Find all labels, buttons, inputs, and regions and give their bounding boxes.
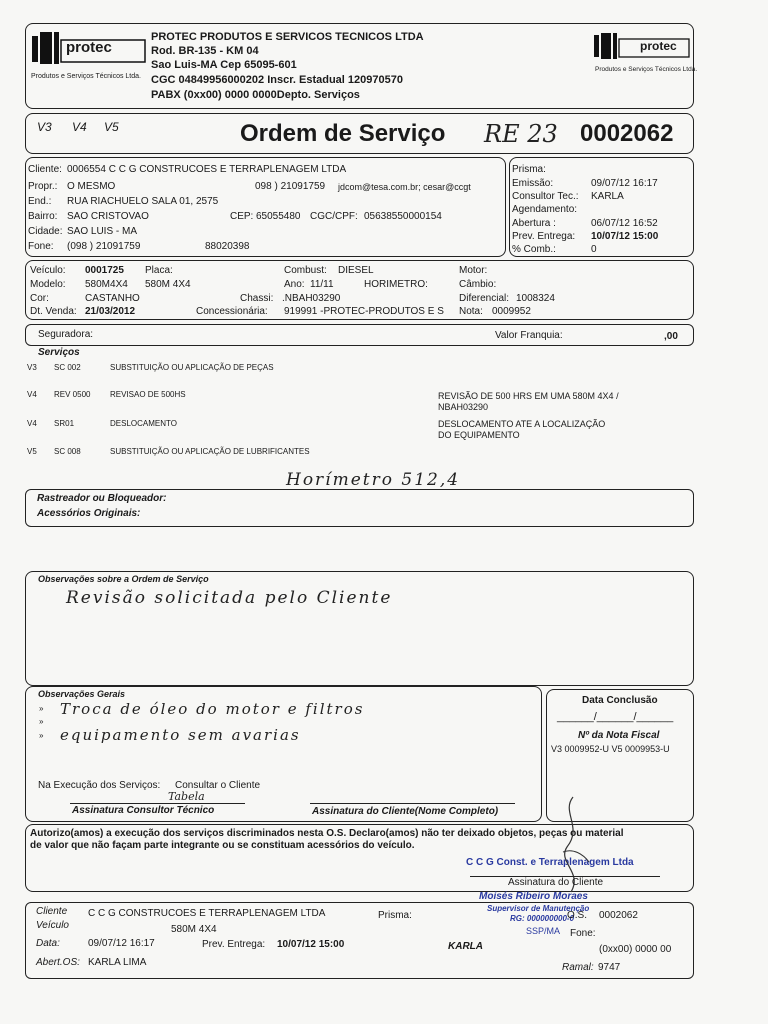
footer-data-value: 09/07/12 16:17: [88, 938, 155, 949]
logo-left-text: protec: [66, 39, 112, 56]
bairro-label: Bairro:: [28, 211, 58, 222]
cidade-label: Cidade:: [28, 226, 63, 237]
service-desc: SUBSTITUIÇÃO OU APLICAÇÃO DE PEÇAS: [110, 363, 274, 372]
service-version: V5: [27, 447, 37, 456]
chassi-label: Chassi:: [240, 293, 274, 304]
comb-label: % Comb.:: [512, 244, 556, 255]
authorization-text-1: Autorizo(amos) a execução dos serviços discriminados nesta O.S. Declaro(amos) não ter deixado objetos, peças ou material: [30, 828, 624, 839]
authorization-text-2: de valor que não façam parte integrante ou se constituam acessórios do veículo.: [30, 840, 415, 851]
combust-label: Combust:: [284, 265, 327, 276]
diferencial-label: Diferencial:: [459, 293, 510, 304]
end-value: RUA RIACHUELO SALA 01, 2575: [67, 196, 219, 207]
footer-veiculo-label: Veículo: [36, 920, 69, 931]
prev-entrega-value: 10/07/12 15:00: [591, 231, 659, 242]
motor-label: Motor:: [459, 265, 488, 276]
consultor-signature: Tabela: [168, 790, 205, 803]
services-heading: Serviços: [38, 347, 80, 358]
version-v3: V3: [37, 120, 52, 134]
rastreador-label: Rastreador ou Bloqueador:: [37, 493, 167, 504]
concessionaria-value: 919991 -PROTEC-PRODUTOS E S: [284, 306, 444, 317]
footer-fone-value: (0xx00) 0000 00: [599, 944, 672, 955]
abertura-value: 06/07/12 16:52: [591, 218, 658, 229]
document-title: Ordem de Serviço: [240, 120, 446, 147]
veiculo-value: 0001725: [85, 265, 124, 276]
acessorios-label: Acessórios Originais:: [37, 508, 141, 519]
footer-abert-label: Abert.OS:: [36, 957, 80, 968]
fone-label: Fone:: [28, 241, 54, 252]
stamp-name: Moisés Ribeiro Moraes: [479, 891, 588, 902]
handwritten-code: RE 23: [484, 120, 558, 148]
cliente-label: Cliente:: [28, 164, 62, 175]
footer-ramal-value: 9747: [598, 962, 621, 973]
cliente-value: 0006554 C C G CONSTRUCOES E TERRAPLENAGEM LTDA: [67, 164, 347, 175]
footer-fone-label: Fone:: [570, 928, 596, 939]
company-name: PROTEC PRODUTOS E SERVICOS TECNICOS LTDA: [151, 31, 424, 43]
modelo2-value: 580M 4X4: [145, 279, 191, 290]
cep-value: 65055480: [256, 211, 301, 222]
placa-label: Placa:: [145, 265, 173, 276]
modelo-label: Modelo:: [30, 279, 66, 290]
footer-cliente-label: Cliente: [36, 906, 68, 917]
prev-entrega-label: Prev. Entrega:: [512, 231, 576, 242]
logo-right-tagline: Produtos e Serviços Técnicos Ltda.: [595, 66, 698, 73]
observacoes-os-handwriting: Revisão solicitada pelo Cliente: [66, 588, 393, 608]
company-address: Rod. BR-135 - KM 04: [151, 45, 259, 57]
footer-veiculo-value: 580M 4X4: [171, 924, 217, 935]
diferencial-value: 1008324: [516, 293, 555, 304]
nota-fiscal-value: V3 0009952-U V5 0009953-U: [551, 744, 670, 754]
emissao-value: 09/07/12 16:17: [591, 178, 658, 189]
service-version: V4: [27, 390, 37, 399]
stamp-role: Supervisor de Manutenção: [487, 904, 590, 913]
franquia-value: ,00: [664, 331, 678, 342]
cliente-signature-line: [310, 803, 515, 804]
service-note-line1: DESLOCAMENTO ATE A LOCALIZAÇÃO: [438, 419, 606, 429]
service-code: REV 0500: [54, 390, 91, 399]
bullet-2: »: [39, 717, 44, 726]
cidade-value: SAO LUIS - MA: [67, 226, 138, 237]
footer-data-label: Data:: [36, 938, 60, 949]
nota-fiscal-label: Nº da Nota Fiscal: [578, 730, 660, 741]
nota-value: 0009952: [492, 306, 531, 317]
modelo-value: 580M4X4: [85, 279, 128, 290]
consultor-signature-label: Assinatura Consultor Técnico: [72, 805, 215, 816]
company-city: Sao Luis-MA Cep 65095-601: [151, 59, 297, 71]
footer-ramal-label: Ramal:: [562, 962, 594, 973]
veiculo-label: Veículo:: [30, 265, 66, 276]
bairro-value: SAO CRISTOVAO: [67, 211, 149, 222]
fone-value: (098 ) 21091759: [67, 241, 141, 252]
consultor-value: KARLA: [591, 191, 624, 202]
emissao-label: Emissão:: [512, 178, 554, 189]
service-version: V4: [27, 419, 37, 428]
agendamento-label: Agendamento:: [512, 204, 578, 215]
footer-os-value: 0002062: [599, 910, 638, 921]
footer-abert-value: KARLA LIMA: [88, 957, 147, 968]
email-value: jdcom@tesa.com.br; cesar@ccgt: [338, 182, 471, 192]
logo-left-tagline: Produtos e Serviços Técnicos Ltda.: [31, 73, 141, 80]
cpf-value: 05638550000154: [364, 211, 442, 222]
insurance-box: [25, 324, 694, 346]
cor-value: CASTANHO: [85, 293, 140, 304]
service-note-line2: DO EQUIPAMENTO: [438, 430, 520, 440]
stamp-ssp: SSP/MA: [526, 926, 561, 936]
footer-prev-value: 10/07/12 15:00: [277, 939, 345, 950]
franquia-label: Valor Franquia:: [495, 330, 563, 341]
service-code: SC 008: [54, 447, 81, 456]
propr-value: O MESMO: [67, 181, 116, 192]
horimetro-label: HORIMETRO:: [364, 279, 428, 290]
version-v5: V5: [104, 120, 119, 134]
observacoes-gerais-line1: Troca de óleo do motor e filtros: [60, 700, 365, 718]
ano-label: Ano:: [284, 279, 305, 290]
logo-right-text: protec: [640, 39, 677, 53]
order-number: 0002062: [580, 120, 674, 147]
chassi-value: .NBAH03290: [282, 293, 341, 304]
service-desc: DESLOCAMENTO: [110, 419, 177, 428]
cpf-label: CGC/CPF:: [310, 211, 358, 222]
phone-value: 098 ) 21091759: [255, 181, 326, 192]
client-signature-label: Assinatura do Cliente: [508, 877, 604, 888]
propr-label: Propr.:: [28, 181, 58, 192]
service-version: V3: [27, 363, 37, 372]
company-cgc: CGC 04849956000202 Inscr. Estadual 120970570: [151, 74, 403, 86]
service-code: SC 002: [54, 363, 81, 372]
version-v4: V4: [72, 120, 87, 134]
concessionaria-label: Concessionária:: [196, 306, 268, 317]
nota-label: Nota:: [459, 306, 483, 317]
dtvenda-value: 21/03/2012: [85, 306, 136, 317]
company-pabx: PABX (0xx00) 0000 0000Depto. Serviços: [151, 89, 360, 101]
execucao-label: Na Execução dos Serviços:: [38, 780, 161, 791]
cep-label: CEP:: [230, 211, 254, 222]
seguradora-label: Seguradora:: [38, 329, 94, 340]
footer-cliente-value: C C G CONSTRUCOES E TERRAPLENAGEM LTDA: [88, 908, 326, 919]
conclusao-date-blanks: ______/______/______: [557, 711, 674, 723]
service-desc: SUBSTITUIÇÃO OU APLICAÇÃO DE LUBRIFICANTES: [110, 447, 310, 456]
service-note-line2: NBAH03290: [438, 402, 489, 412]
cambio-label: Câmbio:: [459, 279, 497, 290]
prisma-label: Prisma:: [512, 164, 546, 175]
consultor-signature-line: [70, 803, 245, 804]
footer-consultor-value: KARLA: [448, 941, 483, 952]
abertura-label: Abertura :: [512, 218, 556, 229]
observacoes-gerais-line2: equipamento sem avarias: [60, 726, 301, 744]
footer-prisma-label: Prisma:: [378, 910, 412, 921]
footer-os-label: O.S.: [567, 910, 588, 921]
dtvenda-label: Dt. Venda:: [30, 306, 77, 317]
service-note-line1: REVISÃO DE 500 HRS EM UMA 580M 4X4 /: [438, 391, 619, 401]
cor-label: Cor:: [30, 293, 49, 304]
bullet-1: »: [39, 704, 44, 713]
client-stamp-company: C C G Const. e Terraplenagem Ltda: [466, 857, 634, 868]
footer-prev-label: Prev. Entrega:: [202, 939, 266, 950]
observacoes-os-label: Observações sobre a Ordem de Serviço: [38, 574, 209, 584]
cliente-signature-label: Assinatura do Cliente(Nome Completo): [312, 806, 499, 817]
fone2-value: 88020398: [205, 241, 250, 252]
ano-value: 11/11: [310, 279, 334, 290]
stamp-rg: RG: 000000000-0: [510, 914, 575, 923]
bullet-3: »: [39, 731, 44, 740]
execucao-value: Consultar o Cliente: [175, 780, 261, 791]
service-code: SR01: [54, 419, 75, 428]
observacoes-gerais-label: Observações Gerais: [38, 689, 126, 699]
service-desc: REVISAO DE 500HS: [110, 390, 186, 399]
handwritten-horimetro: Horímetro 512,4: [286, 470, 461, 490]
comb-value: 0: [591, 244, 597, 255]
combust-value: DIESEL: [338, 265, 374, 276]
conclusao-label: Data Conclusão: [582, 695, 658, 706]
consultor-label: Consultor Tec.:: [512, 191, 579, 202]
end-label: End.:: [28, 196, 52, 207]
